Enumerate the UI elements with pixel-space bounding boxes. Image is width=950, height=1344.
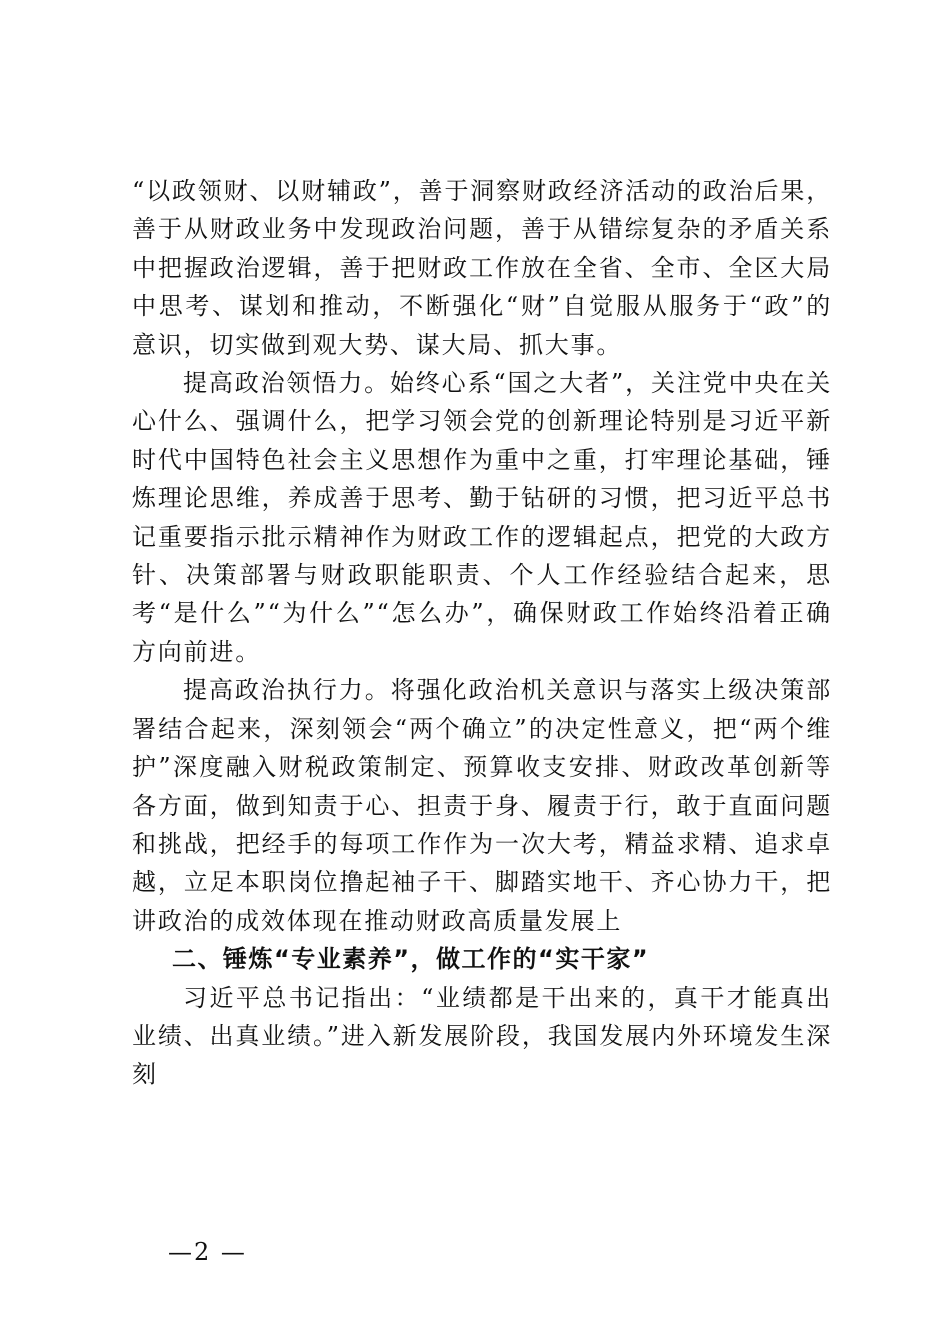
document-body [132,172,832,1094]
paragraph-continuation: “以政领财、以财辅政”，善于洞察财政经济活动的政治后果，善于从财政业务中发现政治问题，善于从错综复杂的矛盾关系中把握政治逻辑，善于把财政工作放在全省、全市、全区大局中思考、谋划和推动，不断强化“财”自觉服从服务于“政”的意识，切实做到观大势、谋大局、抓大事。 [132,177,832,359]
page-number: —2 — [168,1238,247,1266]
paragraph-section-intro: 习近平总书记指出：“业绩都是干出来的，真干才能真出业绩、出真业绩。”进入新发展阶段，我国发展内外环境发生深刻 [132,983,832,1089]
section-heading: 二、锤炼“专业素养”，做工作的“实干家” [172,945,650,974]
paragraph-political-comprehension: 提高政治领悟力。始终心系“国之大者”，关注党中央在关心什么、强调什么，把学习领会党的创新理论特别是习近平新时代中国特色社会主义思想作为重中之重，打牢理论基础，锤炼理论思维，养成善于思考、勤于钻研的习惯，把习近平总书记重要指示批示精神作为财政工作的逻辑起点，把党的大政方针、决策部署与财政职能职责、个人工作经验结合起来，思考“是什么”“为什么”“怎么办”，确保财政工作始终沿着正确方向前进。 [132,369,832,666]
paragraph-political-execution: 提高政治执行力。将强化政治机关意识与落实上级决策部署结合起来，深刻领会“两个确立”的决定性意义，把“两个维护”深度融入财税政策制定、预算收支安排、财政改革创新等各方面，做到知责于心、担责于身、履责于行，敢于直面问题和挑战，把经手的每项工作作为一次大考，精益求精、追求卓越，立足本职岗位撸起袖子干、脚踏实地干、齐心协力干，把讲政治的成效体现在推动财政高质量发展上 [132,676,832,935]
